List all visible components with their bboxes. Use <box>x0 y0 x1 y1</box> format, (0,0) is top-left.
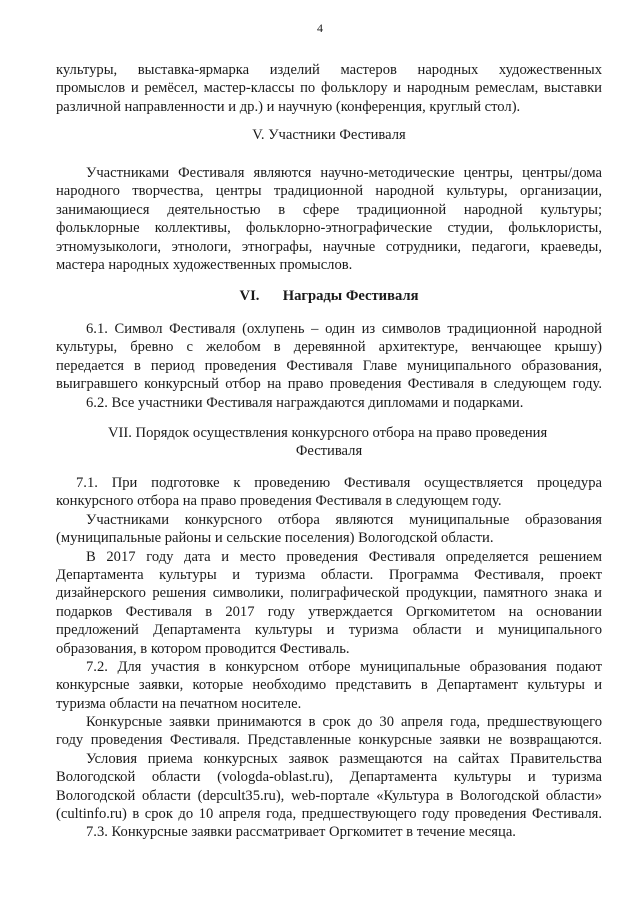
text-line: Участниками конкурсного отбора являются муниципальные образования <box>86 511 602 528</box>
text-line: культуры, выставка-ярмарка изделий мастеров народных художественных <box>56 62 602 78</box>
heading-line: Фестиваля <box>295 443 363 460</box>
heading-number: VI. <box>239 288 260 304</box>
page-number: 4 <box>317 21 323 35</box>
text-line: подарков Фестиваля в 2017 году утверждается Оргкомитетом на основании <box>56 603 602 620</box>
heading-line: VII. Порядок осуществления конкурсного отбора на право проведения <box>108 425 548 441</box>
text-line: конкурсного отбора на право проведения Фестиваля в следующем году. <box>56 493 502 510</box>
text-line: 7.1. При подготовке к проведению Фестиваля осуществляется процедура <box>76 475 602 491</box>
text-line: Условия приема конкурсных заявок размещаются на сайтах Правительства <box>86 750 602 767</box>
text-line: Конкурсные заявки принимаются в срок до 30 апреля года, предшествующего <box>86 714 602 731</box>
section-7-heading <box>56 424 602 461</box>
text-line: 7.2. Для участия в конкурсном отборе муниципальные образования подают <box>86 658 602 675</box>
text-line: дизайнерского решения символики, полиграфической продукции, памятного знака и <box>56 585 602 602</box>
text-line: Департамента культуры и туризма области. Программа Фестиваля, проект <box>56 566 602 583</box>
text-line: Вологодской области (vologda-oblast.ru), Департамента культуры и туризма <box>56 769 602 786</box>
intro-paragraph <box>56 61 602 116</box>
text-line: выигравшего конкурсный отбор на право проведения Фестиваля в следующем году. <box>56 376 602 393</box>
text-line: этномузыкологи, этнологи, этнографы, научные сотрудники, педагоги, краеведы, <box>56 238 602 255</box>
text-line: 6.1. Символ Фестиваля (охлупень – один из символов традиционной народной <box>86 321 602 337</box>
text-line: различной направленности и др.) и научную (конференция, круглый стол). <box>56 98 521 115</box>
text-line: Вологодской области (depcult35.ru), web-портале «Культура в Вологодской области» <box>56 787 602 804</box>
section-5-paragraph <box>56 164 602 274</box>
section-5-heading <box>56 126 602 144</box>
text-line: Участниками Фестиваля являются научно-методические центры, центры/дома <box>86 165 602 181</box>
section-6-paragraphs <box>56 320 602 412</box>
text-line: туризма области на печатном носителе. <box>56 695 302 712</box>
heading-text: V. Участники Фестиваля <box>252 127 406 143</box>
text-line: мастера народных художественных промыслов. <box>56 256 353 273</box>
text-line: году проведения Фестиваля. Представленные конкурсные заявки не возвращаются. <box>56 732 602 749</box>
text-line: передается в период проведения Фестиваля Главе муниципального образования, <box>56 357 602 374</box>
text-line: занимающиеся деятельностью в сфере традиционной народной культуры; <box>56 201 602 218</box>
text-line: (cultinfo.ru) в срок до 10 апреля года, предшествующего году проведения Фестиваля. <box>56 806 602 823</box>
text-line: 6.2. Все участники Фестиваля награждаются дипломами и подарками. <box>86 394 524 411</box>
text-line: 7.3. Конкурсные заявки рассматривает Оргкомитет в течение месяца. <box>86 824 516 841</box>
text-line: промыслов и ремёсел, мастер-классы по фольклору и народным ремеслам, выставки <box>56 80 602 97</box>
section-7-paragraphs <box>56 474 602 842</box>
text-line: предложений Департамента культуры и туризма области и муниципального <box>56 622 602 639</box>
text-line: конкурсные заявки, которые необходимо представить в Департамент культуры и <box>56 677 602 694</box>
heading-text: Награды Фестиваля <box>282 288 419 304</box>
text-line: В 2017 году дата и место проведения Фестиваля определяется решением <box>86 548 602 565</box>
text-line: народного творчества, центры традиционной народной культуры, организации, <box>56 183 602 200</box>
text-line: культуры, бревно с желобом в деревянной архитектуре, венчающее крышу) <box>56 339 602 356</box>
text-line: (муниципальные районы и сельские поселения) Вологодской области. <box>56 530 494 547</box>
text-line: фольклорные коллективы, фольклорно-этнографические студии, фольклористы, <box>56 220 602 237</box>
section-6-heading <box>56 287 602 305</box>
text-line: образования, в котором проводится Фестиваль. <box>56 640 350 657</box>
